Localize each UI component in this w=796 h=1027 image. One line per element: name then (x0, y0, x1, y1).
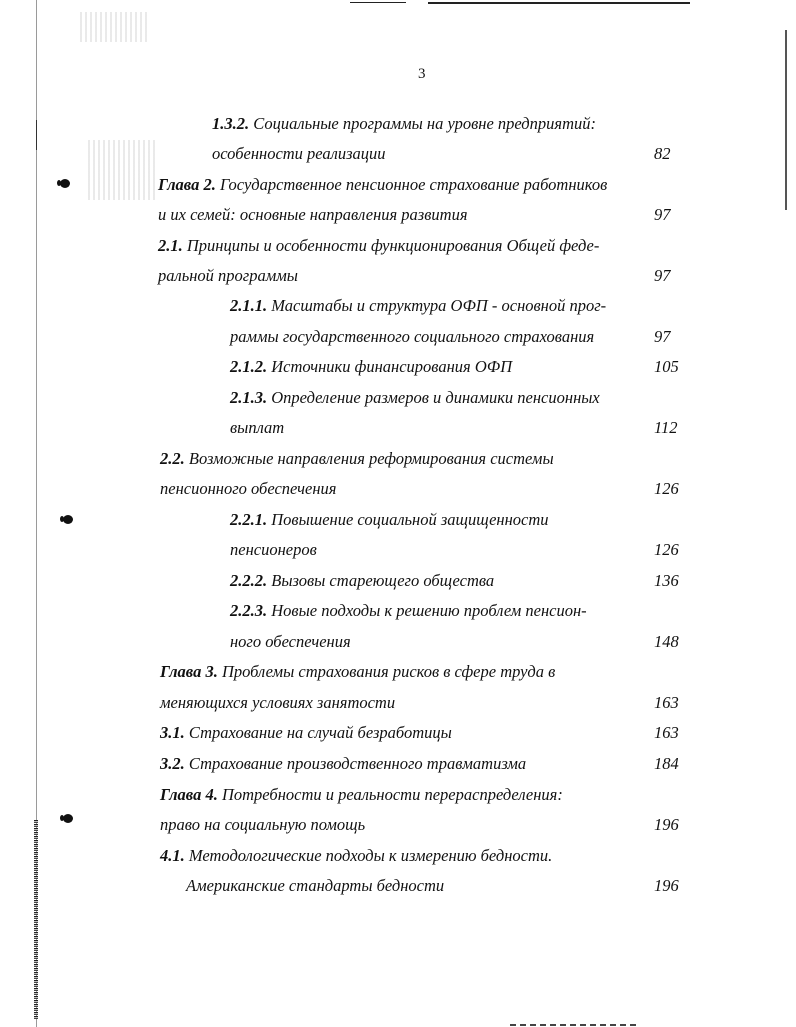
toc-line: раммы государственного социального страхования (230, 327, 595, 346)
scan-bottom-edge (510, 1024, 640, 1026)
toc-line: 2.1. Принципы и особенности функционирования Общей феде- (158, 236, 600, 255)
toc-line: 2.1.2. Источники финансирования ОФП (230, 357, 513, 376)
scan-right-edge (785, 30, 787, 210)
toc-line: 1.3.2. Социальные программы на уровне предприятий: (212, 114, 596, 133)
toc-page-number: 163 (654, 723, 679, 742)
toc-line: ральной программы (158, 266, 298, 285)
scan-edge-noise (34, 820, 38, 1020)
toc-line: пенсионного обеспечения (160, 479, 337, 498)
toc-line: Американские стандарты бедности (186, 876, 445, 895)
page-number: 3 (418, 66, 426, 82)
toc-page-number: 126 (654, 479, 679, 498)
toc-line: право на социальную помощь (160, 815, 366, 834)
toc-page-number: 163 (654, 693, 679, 712)
toc-page-number: 97 (654, 205, 671, 224)
toc-line: 2.2.3. Новые подходы к решению проблем пенсион- (230, 601, 587, 620)
toc-line: 2.2.2. Вызовы стареющего общества (230, 571, 495, 590)
toc-page-number: 97 (654, 266, 671, 285)
toc-line: 2.2. Возможные направления реформирования системы (160, 449, 554, 468)
scan-smudge (88, 170, 158, 200)
toc-page-number: 105 (654, 357, 679, 376)
toc-line: и их семей: основные направления развития (158, 205, 468, 224)
toc-page-number: 196 (654, 876, 679, 895)
toc-line: 2.1.3. Определение размеров и динамики пенсионных (230, 388, 600, 407)
toc-page-number: 126 (654, 540, 679, 559)
toc-page-number: 136 (654, 571, 679, 590)
toc-line: Глава 2. Государственное пенсионное страхование работников (158, 175, 608, 194)
toc-line: ного обеспечения (230, 632, 351, 651)
toc-line: выплат (230, 418, 285, 437)
scan-edge-line (350, 2, 406, 3)
scan-smudge (80, 12, 150, 42)
toc-line: 4.1. Методологические подходы к измерению бедности. (160, 846, 553, 865)
toc-line: Глава 3. Проблемы страхования рисков в сфере труда в (160, 662, 556, 681)
toc-line: меняющихся условиях занятости (160, 693, 396, 712)
toc-line: Глава 4. Потребности и реальности перераспределения: (160, 785, 563, 804)
toc-page-number: 196 (654, 815, 679, 834)
scan-edge-line (428, 2, 690, 4)
toc-page-number: 148 (654, 632, 679, 651)
toc-line: 2.2.1. Повышение социальной защищенности (230, 510, 549, 529)
binder-hole-icon (63, 515, 73, 524)
toc-line: 2.1.1. Масштабы и структура ОФП - основной прог- (230, 296, 607, 315)
toc-line: пенсионеров (230, 540, 317, 559)
scan-left-mark (36, 120, 37, 150)
toc-page-number: 97 (654, 327, 671, 346)
toc-line: особенности реализации (212, 144, 386, 163)
toc-line: 3.2. Страхование производственного травматизма (160, 754, 527, 773)
toc-page-number: 184 (654, 754, 679, 773)
toc-page-number: 82 (654, 144, 671, 163)
binder-hole-icon (60, 179, 70, 188)
binder-hole-icon (63, 814, 73, 823)
toc-line: 3.1. Страхование на случай безработицы (160, 723, 452, 742)
toc-page-number: 112 (654, 418, 678, 437)
scan-smudge (88, 140, 158, 170)
